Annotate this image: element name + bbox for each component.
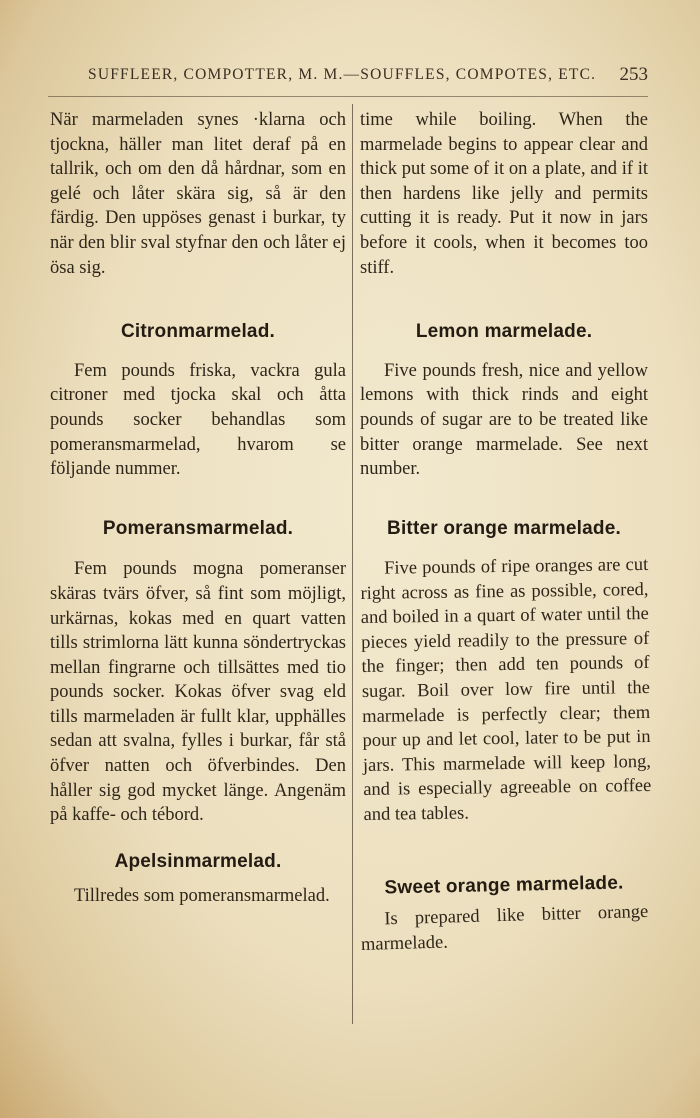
page-number: 253 xyxy=(619,64,648,85)
sweet-orange-paragraph: Is prepared like bitter orange marmelade. xyxy=(360,902,649,956)
apelsin-paragraph: Tillredes som pomeransmarmelad. xyxy=(74,886,330,907)
bitter-orange-paragraph: Five pounds of ripe oranges are cut right across as fine as possible, cored, and boiled in a quart of water until the pieces yield readily to the pressure of the finger; then add ten pounds of sugar. Boil over low fire until the marmelade is perfectly clear; them pour up and let cool, later to be put in jars. This marmelade will keep long, and is especially agreeable on coffee and tea tables. xyxy=(360,555,652,826)
citron-heading: Citronmarmelad. xyxy=(121,321,275,343)
citron-paragraph: Fem pounds friska, vackra gula citroner med tjocka skal och åtta pounds socker behandlas som pomeransmarmelad, hvarom se följande nummer. xyxy=(50,360,346,480)
lemon-heading: Lemon marmelade. xyxy=(415,321,593,343)
swedish-intro-paragraph: När marmeladen synes ·klarna och tjockna, häller man litet deraf på en tallrik, och om den då hårdnar, som en gelé och låter skära sig, så är den färdig. Den uppöses genast i burkar, ty när den blir sval styfnar den och låter ej ösa sig. xyxy=(50,110,346,278)
lemon-paragraph: Five pounds fresh, nice and yellow lemons with thick rinds and eight pounds of sugar are to be treated like bitter orange marmelade. See next number. xyxy=(360,360,648,480)
bitter-orange-heading: Bitter orange marmelade. xyxy=(387,517,621,539)
pomerans-heading: Pomeransmarmelad. xyxy=(102,517,294,539)
header-rule xyxy=(48,96,648,97)
english-column xyxy=(360,108,652,958)
apelsin-heading: Apelsinmarmelad. xyxy=(114,850,282,872)
pomerans-paragraph: Fem pounds mogna pomeranser skäras tvärs öfver, så fint som möjligt, urkärnas, kokas med en quart vatten tills strimlorna lätt kunna söndertryckas mellan fingrarne och tillsättes med tio pounds socker. Kokas öfver svag eld tills marmeladen är fullt klar, upphälles sedan att svalna, fylles i burkar, får stå öfver natten och öfverbindes. Den håller sig god mycket länge. Angenäm på kaffe- och tébord. xyxy=(50,559,346,826)
swedish-column xyxy=(50,108,346,909)
english-intro-paragraph: time while boiling. When the marmelade begins to appear clear and thick put some of it on a plate, and if it then hardens like jelly and permits cutting it is ready. Put it now in jars before it cools, when it becomes too stiff. xyxy=(360,110,648,278)
column-divider xyxy=(352,104,353,1024)
running-header xyxy=(88,66,648,84)
sweet-orange-heading: Sweet orange marmelade. xyxy=(384,872,624,899)
running-title: SUFFLEER, COMPOTTER, M. M.—SOUFFLES, COMPOTES, ETC. xyxy=(88,66,597,83)
